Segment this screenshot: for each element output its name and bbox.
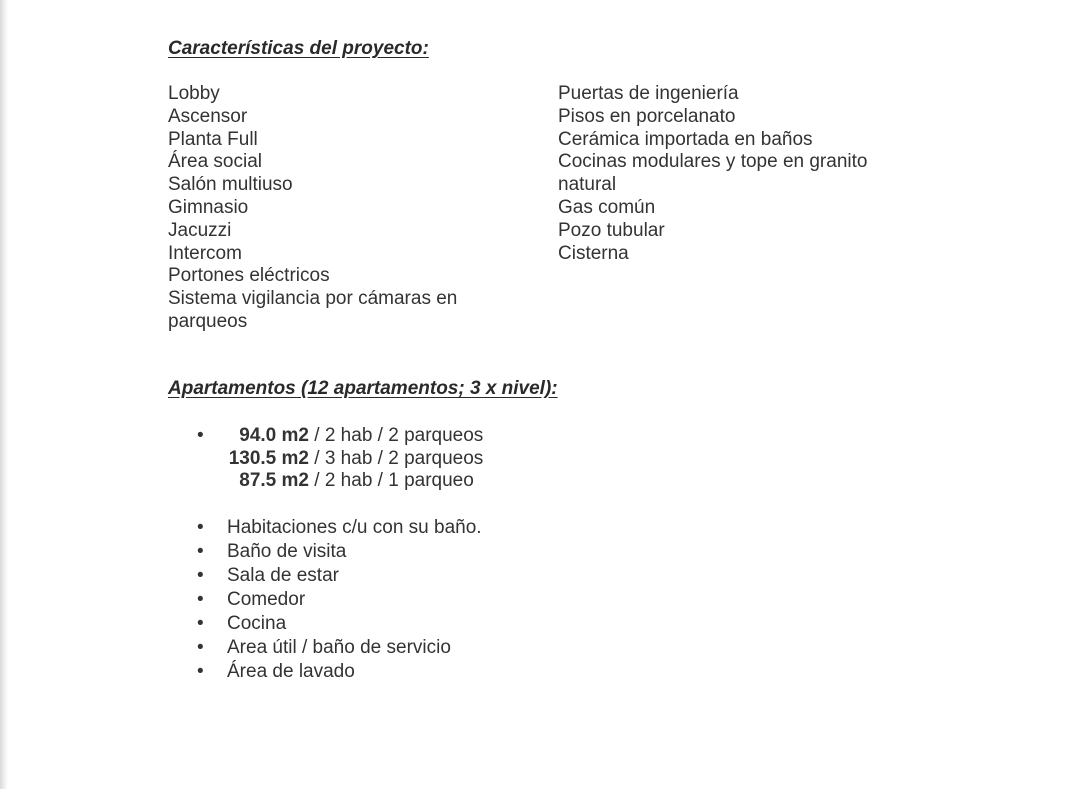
feature-item: Puertas de ingeniería <box>558 83 739 104</box>
bullet-icon: • <box>197 565 204 586</box>
feature-item: Gas común <box>558 196 656 218</box>
list-item-text: Cocina <box>227 613 287 634</box>
project-features-heading: Características del proyecto: <box>168 38 429 59</box>
apartment-sizes-list <box>197 425 483 493</box>
feature-item: Gimnasio <box>168 196 249 218</box>
features-left-column <box>168 83 457 334</box>
apartment-detail: / 2 hab / 1 parqueo <box>309 470 474 492</box>
features-right-column <box>558 83 867 265</box>
list-item-text: Baño de visita <box>227 541 347 562</box>
feature-item: Lobby <box>168 83 220 104</box>
feature-item: Salón multiuso <box>168 174 293 196</box>
list-item-text: Area útil / baño de servicio <box>227 637 451 658</box>
bullet-icon: • <box>197 589 204 610</box>
apartment-area: 87.5 m2 <box>239 470 309 492</box>
feature-item: Ascensor <box>168 105 248 127</box>
feature-item: Sistema vigilancia por cámaras en <box>168 288 458 310</box>
list-item-text: Habitaciones c/u con su baño. <box>227 517 482 538</box>
bullet-icon: • <box>197 541 204 562</box>
bullet-icon: • <box>197 613 204 634</box>
feature-item: Área social <box>168 151 262 173</box>
apartments-heading: Apartamentos (12 apartamentos; 3 x nivel): <box>168 378 558 399</box>
apartment-detail: / 3 hab / 2 parqueos <box>309 447 484 469</box>
feature-item: Cocinas modulares y tope en granito <box>558 151 868 173</box>
feature-item: Planta Full <box>168 128 258 150</box>
apartment-area: 94.0 m2 <box>239 425 309 446</box>
feature-item: Jacuzzi <box>168 219 232 241</box>
feature-item: natural <box>558 174 617 196</box>
feature-item: Cerámica importada en baños <box>558 128 813 150</box>
bullet-icon: • <box>197 637 204 658</box>
apartment-detail: / 2 hab / 2 parqueos <box>309 425 484 446</box>
apartment-size-row <box>197 448 483 471</box>
feature-item: Portones eléctricos <box>168 265 330 287</box>
bullet-icon: • <box>197 661 204 682</box>
list-item-text: Comedor <box>227 589 306 610</box>
feature-item: Pozo tubular <box>558 219 665 241</box>
list-item-text: Sala de estar <box>227 565 339 586</box>
feature-item: Pisos en porcelanato <box>558 105 736 127</box>
apartment-area: 130.5 m2 <box>228 447 309 469</box>
feature-item: Cisterna <box>558 242 629 264</box>
list-item-text: Área de lavado <box>227 661 355 682</box>
apartment-size-row <box>197 470 483 493</box>
bullet-icon: • <box>197 517 204 538</box>
feature-item: parqueos <box>168 310 248 332</box>
page-edge <box>0 0 8 789</box>
bullet-icon: • <box>197 425 204 446</box>
feature-item: Intercom <box>168 242 242 264</box>
apartment-size-row <box>197 425 483 448</box>
